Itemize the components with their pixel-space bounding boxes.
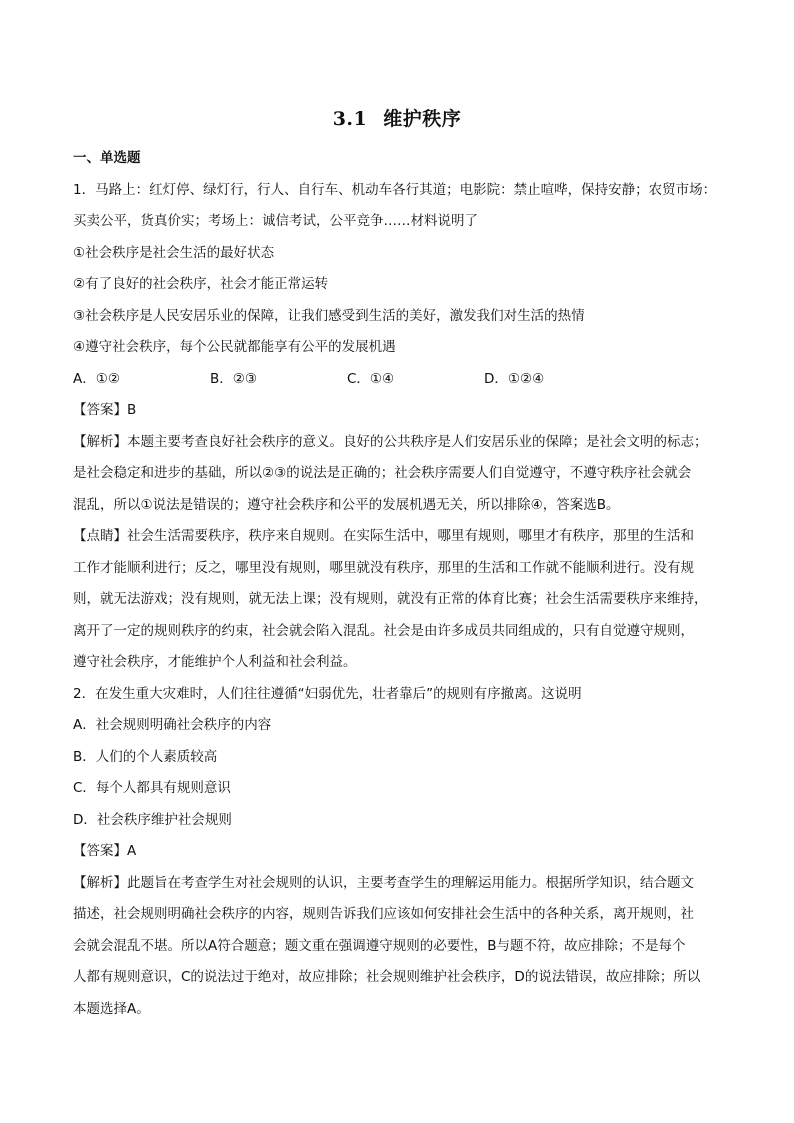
q2-option-c: C．每个人都具有规则意识 [73,780,231,796]
q1-points-line4: 离开了一定的规则秩序的约束，社会就会陷入混乱。社会是由许多成员共同组成的，只有自觉遵守规则， [73,622,694,639]
q2-analysis-line2: 描述，社会规则明确社会秩序的内容，规则告诉我们应该如何安排社会生活中的各种关系，离开规则，社 [73,906,694,922]
q1-option-c: C．①④ [347,370,395,387]
q1-option-a: A．①② [73,370,120,387]
q1-statement-2: ②有了良好的社会秩序，社会才能正常运转 [73,276,329,292]
q1-stem-line1: 1．马路上：红灯停、绿灯行，行人、自行车、机动车各行其道；电影院：禁止喧哗，保持安静；农贸市场： [73,181,717,198]
q2-analysis-line5: 本题选择A。 [73,1000,150,1017]
q1-option-d: D．①②④ [484,370,545,387]
q1-answer [73,395,733,427]
page-title [0,104,794,131]
q1-option-b: B．②③ [210,370,257,387]
q1-stem-line2: 买卖公平，货真价实；考场上：诚信考试，公平竞争……材料说明了 [73,213,478,229]
question-1 [73,175,733,679]
q1-points-line5: 遵守社会秩序，才能维护个人利益和社会利益。 [73,654,357,670]
q2-analysis-line4: 人都有规则意识，C的说法过于绝对，故应排除；社会规则维护社会秩序，D的说法错误，故应排除；所以 [73,969,701,985]
q2-answer-label: 【答案】 [73,843,127,859]
document-body [73,143,733,1025]
q1-analysis-label: 【解析】 [73,433,127,450]
q2-analysis-label: 【解析】 [73,874,127,891]
q2-analysis-line3: 会就会混乱不堪。所以A符合题意；题文重在强调遵守规则的必要性，B与题不符，故应排除；不是每个 [73,937,686,954]
q2-option-a: A．社会规则明确社会秩序的内容 [73,717,272,733]
q2-stem: 2．在发生重大灾难时，人们往往遵循“妇弱优先，壮者靠后”的规则有序撤离。这说明 [73,685,582,702]
title-text: 维护秩序 [383,108,462,130]
q2-answer-value: A [127,843,137,859]
title-number: 3.1 [332,108,368,130]
q1-analysis-line3: 混乱，所以①说法是错误的；遵守社会秩序和公平的发展机遇无关，所以排除④，答案选B。 [73,496,620,513]
q2-option-d: D．社会秩序维护社会规则 [73,811,232,828]
q1-analysis-line2: 是社会稳定和进步的基础，所以②③的说法是正确的；社会秩序需要人们自觉遵守，不遵守秩序社会就会 [73,465,692,481]
q2-analysis-line1 [73,868,733,900]
q1-answer-label: 【答案】 [73,402,127,418]
q1-points-line1 [73,521,733,553]
q1-points-label: 【点睛】 [73,528,127,544]
q1-points-text1: 社会生活需要秩序，秩序来自规则。在实际生活中，哪里有规则，哪里才有秩序，那里的生活和 [127,528,694,544]
question-2 [73,679,733,1026]
section-heading: 一、单选题 [73,150,141,166]
q1-points-line3: 则，就无法游戏；没有规则，就无法上课；没有规则，就没有正常的体育比赛；社会生活需要秩序来维持， [73,591,708,607]
q1-statement-4: ④遵守社会秩序，每个公民就都能享有公平的发展机遇 [73,339,396,355]
q2-analysis-text1: 此题旨在考查学生对社会规则的认识，主要考查学生的理解运用能力。根据所学知识，结合题文 [127,874,694,891]
q2-option-b: B．人们的个人素质较高 [73,748,218,765]
q1-statement-1: ①社会秩序是社会生活的最好状态 [73,244,275,261]
q1-points-line2: 工作才能顺利进行；反之，哪里没有规则，哪里就没有秩序，那里的生活和工作就不能顺利进行。没有规 [73,559,694,576]
q1-options [73,364,733,396]
q1-answer-value: B [127,402,137,418]
q1-statement-3: ③社会秩序是人民安居乐业的保障，让我们感受到生活的美好，激发我们对生活的热情 [73,307,585,324]
q1-analysis-text1: 本题主要考查良好社会秩序的意义。良好的公共秩序是人们安居乐业的保障；是社会文明的标志； [127,433,708,450]
q2-answer [73,836,733,868]
q1-analysis-line1 [73,427,733,459]
